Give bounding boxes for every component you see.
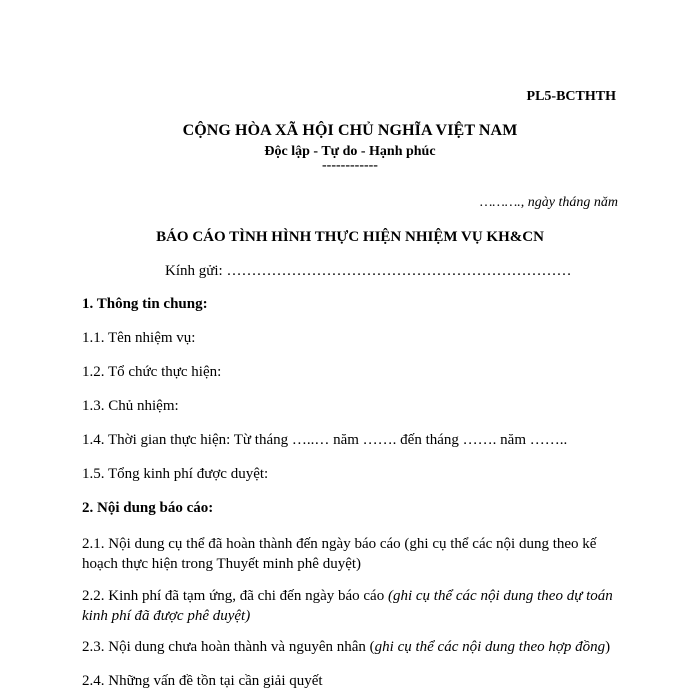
national-motto: Độc lập - Tự do - Hạnh phúc — [264, 144, 436, 159]
item-2-2 — [82, 586, 617, 626]
recipient-line: Kính gửi: …………………………………………………………… — [165, 263, 572, 279]
item-2-3 — [82, 639, 610, 656]
item-1-4: 1.4. Thời gian thực hiện: Từ tháng …..… năm ……. đến tháng ……. năm …….. — [82, 432, 568, 448]
section-2-heading: 2. Nội dung báo cáo: — [82, 500, 214, 516]
header-rule: ------------ — [322, 158, 378, 173]
item-2-3-close: ) — [605, 639, 611, 655]
form-code: PL5-BCTHTH — [526, 89, 616, 104]
section-1-heading: 1. Thông tin chung: — [82, 296, 208, 312]
national-title: CỘNG HÒA XÃ HỘI CHỦ NGHĨA VIỆT NAM — [182, 122, 518, 139]
report-title: BÁO CÁO TÌNH HÌNH THỰC HIỆN NHIỆM VỤ KH&CN — [156, 229, 544, 245]
item-2-2-italic-note: (ghi cụ thể các nội dung theo dự toán kinh phí đã được phê duyệt) — [82, 588, 613, 624]
item-2-4: 2.4. Những vấn đề tồn tại cần giải quyết — [82, 673, 323, 689]
date-line: ………., ngày tháng năm — [479, 195, 618, 210]
item-2-3-text: 2.3. Nội dung chưa hoàn thành và nguyên nhân ( — [82, 639, 375, 655]
item-1-3: 1.3. Chủ nhiệm: — [82, 398, 179, 414]
item-2-2-text: 2.2. Kinh phí đã tạm ứng, đã chi đến ngày báo cáo — [82, 588, 388, 604]
item-1-2: 1.2. Tổ chức thực hiện: — [82, 364, 222, 380]
item-2-1: 2.1. Nội dung cụ thể đã hoàn thành đến ngày báo cáo (ghi cụ thể các nội dung theo kế hoạch thực hiện trong Thuyết minh phê duyệt) — [82, 536, 597, 572]
item-1-5: 1.5. Tổng kinh phí được duyệt: — [82, 466, 269, 482]
item-2-3-italic-note: ghi cụ thể các nội dung theo hợp đồng — [374, 639, 606, 655]
item-1-1: 1.1. Tên nhiệm vụ: — [82, 330, 196, 346]
